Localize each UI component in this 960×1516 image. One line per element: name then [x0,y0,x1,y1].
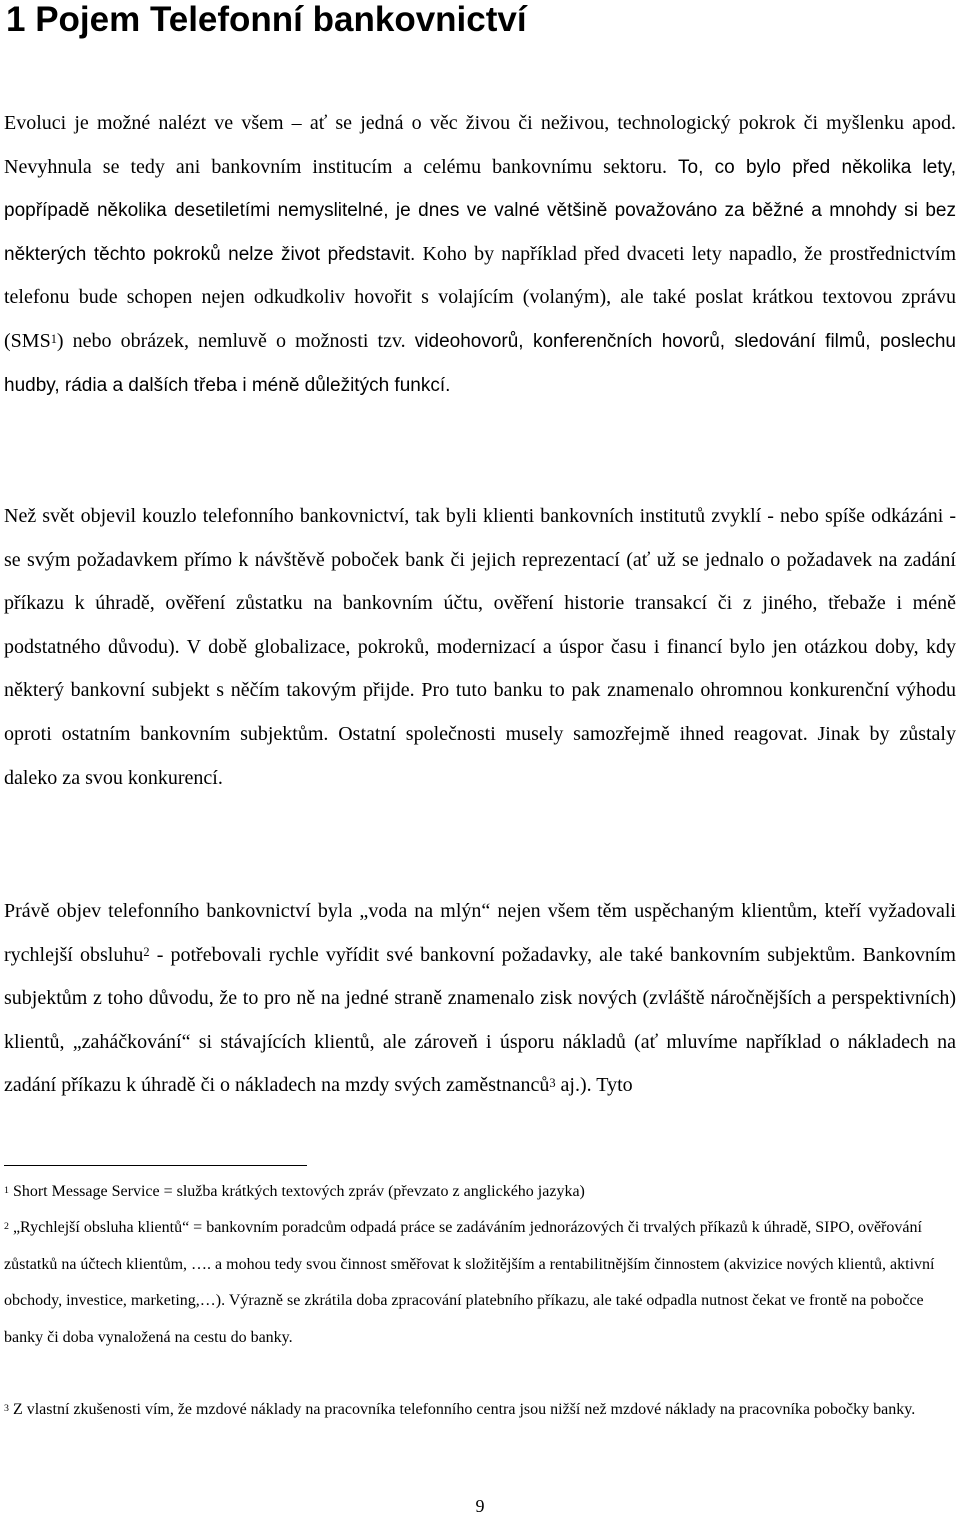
chapter-heading: 1 Pojem Telefonní bankovnictví [6,0,527,39]
page-number: 9 [475,1496,485,1516]
footnote-2 [4,1210,956,1356]
footnote-1 [4,1174,956,1211]
footnote-3 [4,1392,956,1429]
footnote-number: 1 [4,1184,9,1196]
paragraph-text-sans: videohovorů, konferenčních hovorů, sledování filmů, poslechu hudby, rádia a dalších třeba i méně důležitých funkcí. [4,330,956,396]
footnote-ref-3: 3 [549,1076,556,1091]
footnote-ref-2: 2 [143,945,150,960]
paragraph-text: ) nebo obrázek, nemluvě o možnosti tzv. [56,329,415,352]
paragraph-text: - potřebovali rychle vyřídit své bankovní požadavky, ale také bankovním subjektům. Bankovním subjektům z toho důvodu, že to pro ně na jedné straně znamenalo zisk nových (zvláště náročnějších a perspektivních) klientů, „zaháčkování“ si stávajících klientů, ale zároveň i úsporu nákladů (ať mluvíme například o nákladech na zadání příkazu k úhradě či o nákladech na mzdy svých zaměstnanců [4,943,956,1097]
footnote-ref-1: 1 [50,331,57,346]
footnote-number: 2 [4,1220,9,1232]
paragraph-before-phone-banking [4,495,956,800]
paragraph-text: Než svět objevil kouzlo telefonního bankovnictví, tak byli klienti bankovních institutů zvyklí - nebo spíše odkázáni - se svým požadavkem přímo k návštěvě poboček bank či jejich reprezentací (ať už se jednalo o požadavek na zadání příkazu k úhradě, ověření zůstatku na bankovním účtu, ověření historie transakcí či z jiného, třebaže i méně podstatného důvodu). [4,505,956,658]
paragraph-text: Evoluci je možné nalézt ve všem – ať se jedná o věc živou či neživou, technologický pokrok či myšlenku apod. Nevyhnula se tedy ani bankovním institucím a celému bankovnímu sektoru. [4,112,956,178]
paragraph-text: aj.). Tyto [555,1074,633,1097]
paragraph-evolution [4,102,956,407]
paragraph-text-sans: To, co bylo před několika lety, popřípadě několika desetiletími nemyslitelné, je dnes ve valné většině považováno za běžné a mnohdy si bez některých těchto pokroků nelze život představit. [4,156,956,265]
footnote-number: 3 [4,1402,9,1414]
paragraph-discovery [4,890,956,1108]
footnote-text: Short Message Service = služba krátkých textových zpráv (převzato z anglického jazyka) [8,1183,585,1200]
paragraph-text: Právě objev telefonního bankovnictví byla „voda na mlýn“ nejen všem těm uspěchaným klientům, kteří vyžadovali rychlejší obsluhu [4,900,956,966]
footnote-text: „Rychlejší obsluha klientů“ = bankovním poradcům odpadá práce se zadáváním jednorázových či trvalých příkazů k úhradě, SIPO, ověřování zůstatků na účtech klientům, …. a mohou tedy svou činnost směřovat k složitějším a rentabilitnějším činnostem (akvizice nových klientů, aktivní obchody, investice, marketing,…). Výrazně se zkrátila doba zpracování platebního příkazu, ale také odpadla nutnost čekat ve frontě na pobočce banky či doba vynaložená na cestu do banky. [4,1219,935,1346]
footnote-separator [4,1165,307,1166]
paragraph-text: V době globalizace, pokroků, modernizací a úspor času i financí bylo jen otázkou doby, kdy některý bankovní subjekt s něčím takovým přijde. Pro tuto banku to pak znamenalo ohromnou konkurenční výhodu oproti ostatním bankovním subjektům. Ostatní společnosti musely samozřejmě ihned reagovat. Jinak by zůstaly daleko za svou konkurencí. [4,635,956,789]
footnote-text: Z vlastní zkušenosti vím, že mzdové náklady na pracovníka telefonního centra jsou nižší než mzdové náklady na pracovníka pobočky banky. [8,1401,916,1418]
paragraph-text: Koho by například před dvaceti lety napadlo, že prostřednictvím telefonu bude schopen nejen odkudkoliv hovořit s volajícím (volaným), ale také poslat krátkou textovou zprávu (SMS [4,242,957,352]
